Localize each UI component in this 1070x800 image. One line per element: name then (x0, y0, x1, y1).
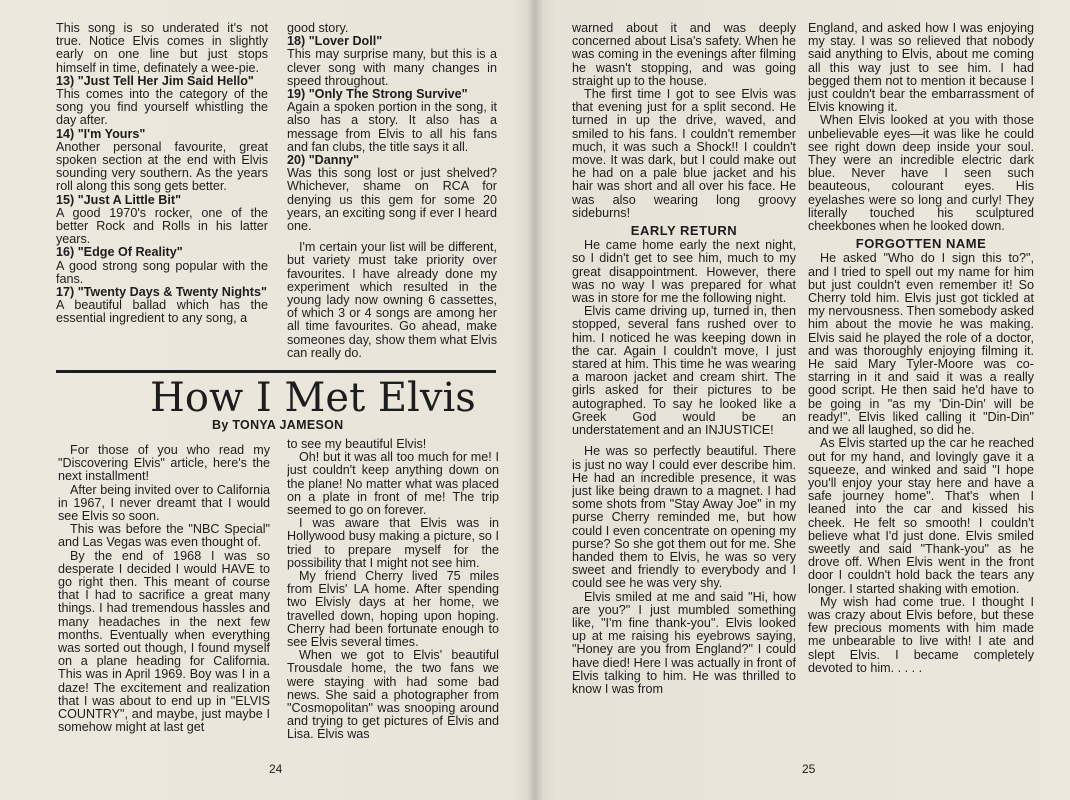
paragraph: warned about it and was deeply concerned about Lisa's safety. When he was coming in the evenings after filming he wasn't stopping, and was going straight up to the house. (572, 22, 796, 88)
paragraph: Elvis smiled at me and said "Hi, how are you?" I just mumbled something like, "I'm fine thank-you". Elvis looked up at me raising his eyebrows saying, "Honey are you from England?" I could have died! Here I was actually in front of Elvis talking to him. He was thrilled to know I was from (572, 589, 796, 696)
paragraph: A good 1970's rocker, one of the better Rock and Rolls in his latter years. (56, 205, 268, 247)
paragraph: to see my beautiful Elvis! (287, 438, 427, 451)
paragraph: After being invited over to California in 1967, I never dreamt that I would see Elvis so soon. (58, 482, 270, 524)
article-title: How I Met Elvis (150, 375, 476, 421)
paragraph: Elvis came driving up, turned in, then stopped, several fans rushed over to him. I noticed he was keeping down in the car. Again I couldn't move, I just stared at him. This time he was wearing a maroon jacket and cream shirt. The girls asked for their pictures to be autographed. To say he looked like a Greek God would be an understatement and an INJUSTICE! (572, 304, 796, 438)
article-byline: By TONYA JAMESON (212, 418, 344, 432)
left-column-1 (56, 22, 268, 367)
paragraph: For those of you who read my "Discovering Elvis" article, here's the next installment! (58, 444, 270, 484)
page-number-left: 24 (269, 762, 283, 776)
paragraph: This was before the "NBC Special" and Las Vegas was even thought of. (58, 522, 270, 550)
paragraph: I'm certain your list will be different, but variety must take priority over favourites. I have already done my experiment which resulted in the young lady now owning 6 cassettes, of which 3 or 4 songs are among her all time favourites. Go ahead, make someones day, show them what Elvis can really do. (287, 240, 497, 360)
paragraph: The first time I got to see Elvis was that evening just for a split second. He turned in up the drive, waved, and smiled to his fans. I couldn't remember much, it was such a Shock!! I couldn't move. It was dark, but I could make out he had on a pale blue jacket and his hair was short and all over his face. He was also wearing long groovy sideburns! (572, 87, 796, 220)
left-column-3 (58, 444, 270, 756)
song-list-item: 20) "Danny" (287, 153, 360, 168)
paragraph: England, and asked how I was enjoying my stay. I was so relieved that nobody said anything to Elvis, about me coming all this way just to see him. I had begged them not to mention it because I just couldn't bear the embarrassment of Elvis knowing it. (808, 22, 1034, 115)
article-divider (56, 370, 496, 373)
paragraph: good story. (287, 22, 349, 35)
page-number-right: 25 (802, 762, 816, 776)
paragraph: Another personal favourite, great spoken section at the end with Elvis sounding very southern. As the years roll along this song gets better. (56, 139, 268, 194)
paragraph: This comes into the category of the song you find yourself whistling the day after. (56, 87, 268, 128)
paragraph: He came home early the next night, so I didn't get to see him, much to my great disappointment. However, there was no way I was prepared for what was in store for me the following night. (572, 238, 796, 306)
song-list-item: 18) "Lover Doll" (287, 34, 383, 49)
left-column-4 (287, 438, 499, 756)
song-list-item: 17) "Twenty Days & Twenty Nights" (56, 285, 267, 300)
paragraph: I was aware that Elvis was in Hollywood busy making a picture, so I tried to prepare myself for the possibility that I might not see him. (287, 516, 499, 570)
song-list-item: 19) "Only The Strong Survive" (287, 87, 468, 102)
song-list-item: 16) "Edge Of Reality" (56, 245, 183, 260)
left-column-2 (287, 22, 497, 367)
paragraph: When we got to Elvis' beautiful Trousdale home, the two fans we were staying with had some bad news. She said a photographer from "Cosmopolitan" was snooping around and trying to get pictures of Elvis and Lisa. Elvis was (287, 648, 499, 742)
paragraph: By the end of 1968 I was so desperate I decided I would HAVE to go right then. This meant of course that I had to sacrifice a great many things. I had tremendous hassles and many headaches in the next few months. Eventually when everything was sorted out though, I found myself on a plane heading for California. This was in April 1969. Boy was I in a daze! The excitement and realization that I was about to end up in "ELVIS COUNTRY", and maybe, just maybe I somehow might at last get (58, 548, 270, 735)
section-heading: FORGOTTEN NAME (855, 236, 987, 252)
song-list-item: 14) "I'm Yours" (56, 126, 146, 141)
right-column-1 (572, 22, 796, 760)
paragraph: My wish had come true. I thought I was crazy about Elvis before, but these few precious moments with him made me unbearable to live with! I ate and slept Elvis. I became completely devoted to him. . . . . (808, 594, 1034, 675)
paragraph: This song is so underated it's not true. Notice Elvis comes in slightly early on one line but just stops himself in time, definately a wee-pie. (56, 22, 268, 75)
paragraph: A good strong song popular with the fans. (56, 258, 268, 286)
paragraph: A beautiful ballad which has the essential ingredient to any song, a (56, 298, 268, 326)
paragraph: Was this song lost or just shelved? Whichever, shame on RCA for denying us this gem for some 20 years, an exciting song if ever I heard one. (287, 166, 497, 234)
paragraph: As Elvis started up the car he reached out for my hand, and lovingly gave it a squeeze, and winked and said "I hope you'll enjoy your stay here and have a safe journey home". That's when I leaned into the car and kissed his cheek. He felt so smooth! I couldn't believe what I'd just done. Elvis smiled sweetly and said "Thank-you" as he drove off. When Elvis went in the front door I couldn't hold back the tears any longer. I started shaking with emotion. (808, 436, 1034, 596)
song-list-item: 15) "Just A Little Bit" (56, 192, 182, 207)
paragraph: When Elvis looked at you with those unbelievable eyes—it was like he could see right down deep inside your soul. They were an incredible electric dark blue. Never have I seen such beauteous, colourant eyes. His eyelashes were so long and curly! They literally touched his sculptured cheekbones when he looked down. (808, 113, 1034, 234)
section-heading: EARLY RETURN (630, 223, 738, 239)
paragraph: My friend Cherry lived 75 miles from Elvis' LA home. After spending two Elvisly days at her home, we travelled down, hoping upon hoping. Cherry had been fortunate enough to see Elvis several times. (287, 569, 499, 650)
right-column-2 (808, 22, 1034, 760)
paragraph: He was so perfectly beautiful. There is just no way I could ever describe him. He had an incredible presence, it was just like being drawn to a magnet. I had some shots from "Stay Away Joe" in my purse Cherry reminded me, but how could I even concentrate on opening my purse? So she got them out for me. She handed them to Elvis, he was so very sweet and friendly to everybody and I could see he was very shy. (572, 444, 796, 591)
song-list-item: 13) "Just Tell Her Jim Said Hello" (56, 73, 254, 88)
paragraph: He asked "Who do I sign this to?", and I tried to spell out my name for him but just couldn't even remember it! So Cherry told him. Elvis just got tickled at my nervousness. Then somebody asked him about the movie he was making. Elvis said he played the role of a doctor, and was thoroughly enjoying filming it. He said Mary Tyler-Moore was co-starring in it and said it was a really good script. He then said he'd have to be going in "as my 'Din-Din' will be ready!". Elvis liked calling it "Din-Din" and we all laughed, so did he. (808, 251, 1034, 438)
paragraph: Again a spoken portion in the song, it also has a story. It also has a message from Elvis to all his fans and fan clubs, the title says it all. (287, 100, 497, 154)
paragraph: This may surprise many, but this is a clever song with many changes in speed throughout. (287, 47, 497, 88)
paragraph: Oh! but it was all too much for me! I just couldn't keep anything down on the plane! No matter what was placed on a plate in front of me! The trip seemed to go on forever. (287, 450, 499, 518)
page-gutter (527, 0, 543, 800)
